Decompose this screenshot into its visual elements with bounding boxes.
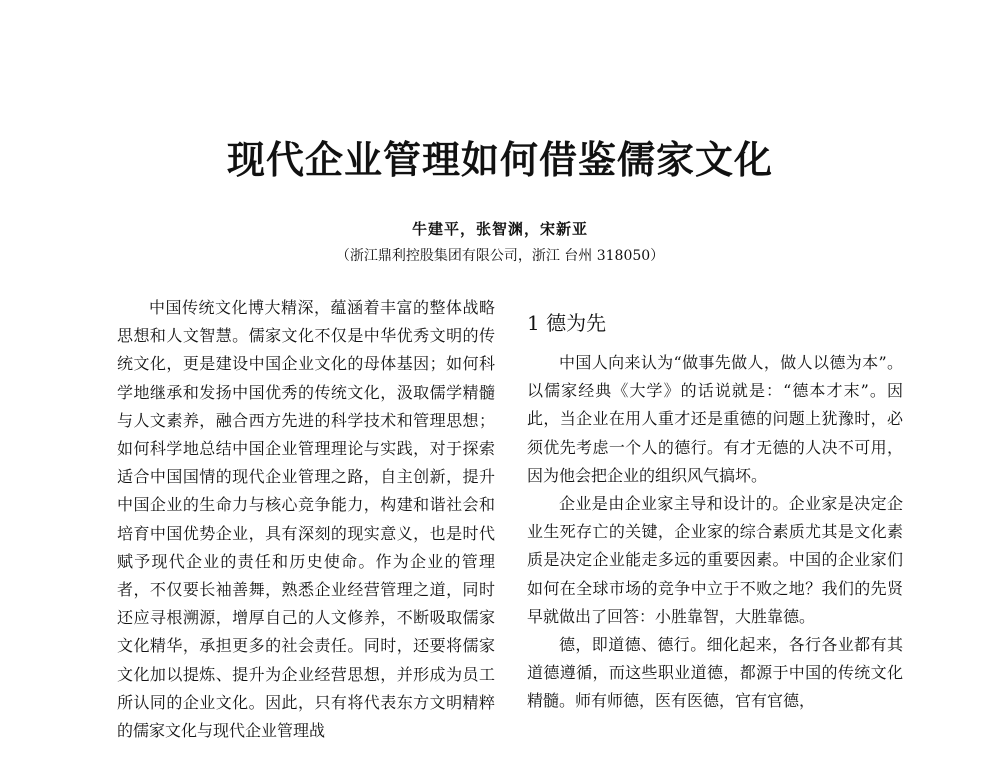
section-heading: 1 德为先 — [527, 311, 607, 335]
right-paragraph-3: 德，即道德、德行。细化起来，各行各业都有其道德遵循，而这些职业道德，都源于中国的传统文化精髓。师有师德，医有医德，官有官德， — [527, 635, 903, 711]
article-authors: 牛建平，张智渊，宋新亚 — [411, 220, 588, 238]
left-column — [117, 294, 495, 745]
right-paragraph-1: 中国人向来认为“做事先做人，做人以德为本”。以儒家经典《大学》的话说就是：“德本才末”。因此，当企业在用人重才还是重德的问题上犹豫时，必须优先考虑一个人的德行。有才无德的人决不可用，因为他会把企业的组织风气搞坏。 — [527, 353, 903, 485]
right-column — [527, 308, 903, 716]
right-paragraph-2: 企业是由企业家主导和设计的。企业家是决定企业生死存亡的关键，企业家的综合素质尤其是文化素质是决定企业能走多远的重要因素。中国的企业家们如何在全球市场的竞争中立于不败之地？我们的先贤早就做出了回答：小胜靠智，大胜靠德。 — [527, 494, 903, 626]
article-affiliation: （浙江鼎利控股集团有限公司，浙江 台州 318050） — [335, 248, 665, 264]
article-title: 现代企业管理如何借鉴儒家文化 — [226, 137, 773, 182]
left-paragraph: 中国传统文化博大精深，蕴涵着丰富的整体战略思想和人文智慧。儒家文化不仅是中华优秀文明的传统文化，更是建设中国企业文化的母体基因；如何科学地继承和发扬中国优秀的传统文化，汲取儒学精髓与人文素养，融合西方先进的科学技术和管理思想；如何科学地总结中国企业管理理论与实践，对于探索适合中国国情的现代企业管理之路，自主创新，提升中国企业的生命力与核心竞争能力，构建和谐社会和培育中国优势企业，具有深刻的现实意义，也是时代赋予现代企业的责任和历史使命。作为企业的管理者，不仅要长袖善舞，熟悉企业经营管理之道，同时还应寻根溯源，增厚自己的人文修养，不断吸取儒家文化精华，承担更多的社会责任。同时，还要将儒家文化加以提炼、提升为企业经营思想，并形成为员工所认同的企业文化。因此，只有将代表东方文明精粹的儒家文化与现代企业管理战 — [117, 298, 495, 741]
